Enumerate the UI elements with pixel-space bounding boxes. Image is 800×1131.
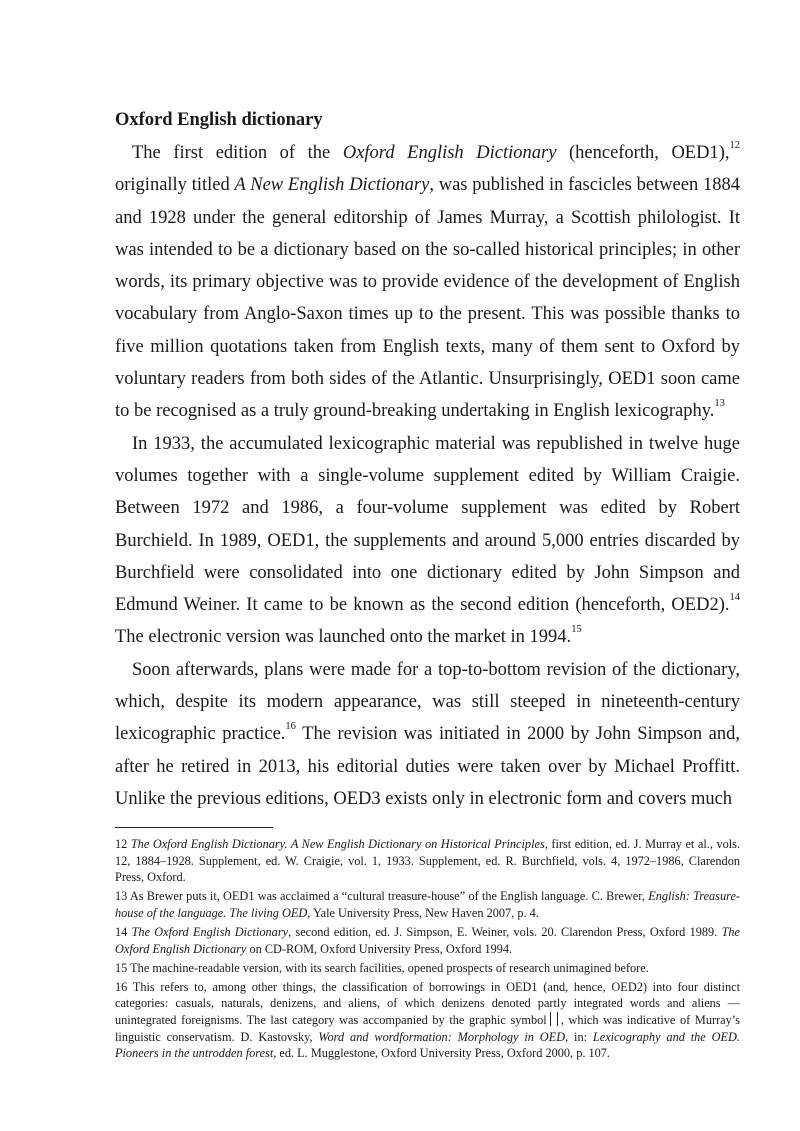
italic-title: Lexicography and the OED. Pioneers in the untrodden forest [115,1029,740,1061]
text-run: As Brewer puts it, OED1 was acclaimed a “cultural treasure-house” of the English language. C. Brewer, [129,889,649,904]
footnote-number: 12 [115,837,128,851]
footnote-number: 14 [115,924,128,939]
text-run: , which was indicative of Murray’s linguistic conservatism. D. Kastovsky, [115,1012,740,1044]
text-run: The electronic version was launched onto the market in 1994. [115,627,572,648]
footnote-13 [115,888,740,921]
text-run: The first edition of the [132,143,343,163]
footnote-ref-12[interactable]: 12 [729,139,740,151]
text-run: (henceforth, OED1), [556,143,730,163]
text-run: on CD-ROM, Oxford University Press, Oxford 1994. [246,941,513,956]
text-run: , first edition, ed. J. Murray et al., vols. 12, 1884–1928. Supplement, ed. W. Craigie, vol. 1, 1933. Supplement, ed. R. Burchfield, vols. 4, 1972–1986, Clarendon Press, Oxford. [115,837,741,885]
text-run: The revision was initiated in 2000 by John Simpson and, after he retired in 2013, his editorial duties were taken over by Michael Proffitt. Unlike the previous editions, OED3 exists only in electronic form and covers much [115,724,740,809]
footnote-number: 15 [115,960,128,975]
paragraph-1 [115,137,740,428]
text-run: , ed. L. Mugglestone, Oxford University Press, Oxford 2000, p. 107. [273,1046,611,1061]
text-run: , Yale University Press, New Haven 2007, p. 4. [307,905,539,920]
footnote-ref-14[interactable]: 14 [729,592,740,603]
text-run: In 1933, the accumulated lexicographic material was republished in twelve huge volumes together with a single-volume supplement edited by William Craigie. Between 1972 and 1986, a four-volume supplement was edited by Robert Burchield. In 1989, OED1, the supplements and around 5,000 entries discarded by Burchfield were consolidated into one dictionary edited by John Simpson and Edmund Weiner. It came to be known as the second edition (henceforth, OED2). [115,433,740,616]
text-run: The machine-readable version, with its search facilities, opened prospects of research unimagined before. [130,960,649,975]
footnote-12 [115,836,740,886]
italic-title: The Oxford English Dictionary [131,924,289,939]
footnote-number: 16 [115,979,128,994]
text-run: originally titled [115,175,235,196]
double-bar-symbol-icon [550,1012,558,1026]
italic-title: The Oxford English Dictionary. A New English Dictionary on Historical Principles [130,837,545,851]
footnote-ref-16[interactable]: 16 [285,721,296,733]
text-run: , in: [565,1029,593,1044]
footnote-ref-13[interactable]: 13 [714,398,725,410]
paragraph-3 [115,654,740,815]
footnote-number: 13 [115,889,128,904]
italic-title: Word and wordformation: Morphology in OED [318,1029,566,1044]
footnote-15 [115,960,740,977]
text-run: , second edition, ed. J. Simpson, E. Weiner, vols. 20. Clarendon Press, Oxford 1989. [288,924,718,939]
footnote-ref-15[interactable]: 15 [571,624,582,636]
body-text [115,137,740,815]
section-heading: Oxford English dictionary [115,110,323,130]
italic-title: The Oxford English Dictionary [115,924,741,956]
text-run: Soon afterwards, plans were made for a top-to-bottom revision of the dictionary, which, despite its modern appearance, was still steeped in nineteenth-century lexicographic practice. [115,659,740,745]
italic-title: A New English Dictionary [234,175,430,196]
footnote-14 [115,924,740,957]
footnotes [115,836,740,1064]
text-run: , was published in fascicles between 1884 and 1928 under the general editorship of James Murray, a Scottish philologist. It was intended to be a dictionary based on the so-called historical principles; in other words, its primary objective was to provide evidence of the development of English vocabulary from Anglo-Saxon times up to the present. This was possible thanks to five million quotations taken from English texts, many of them sent to Oxford by voluntary readers from both sides of the Atlantic. Unsurprisingly, OED1 soon came to be recognised as a truly ground-breaking undertaking in English lexicography. [115,175,740,422]
text-run: This refers to, among other things, the classification of borrowings in OED1 (and, hence, OED2) into four distinct categories: casuals, naturals, denizens, and aliens, of which denizens denoted partly integrated words and aliens — unintegrated foreignisms. The last category was accompanied by the graphic symbol [115,979,740,1027]
italic-title: English: Treasure-house of the language. The living OED [115,889,741,920]
italic-title: Oxford English Dictionary [342,143,557,163]
paragraph-2 [115,428,740,654]
footnote-separator [115,827,273,828]
footnote-16 [115,979,740,1062]
